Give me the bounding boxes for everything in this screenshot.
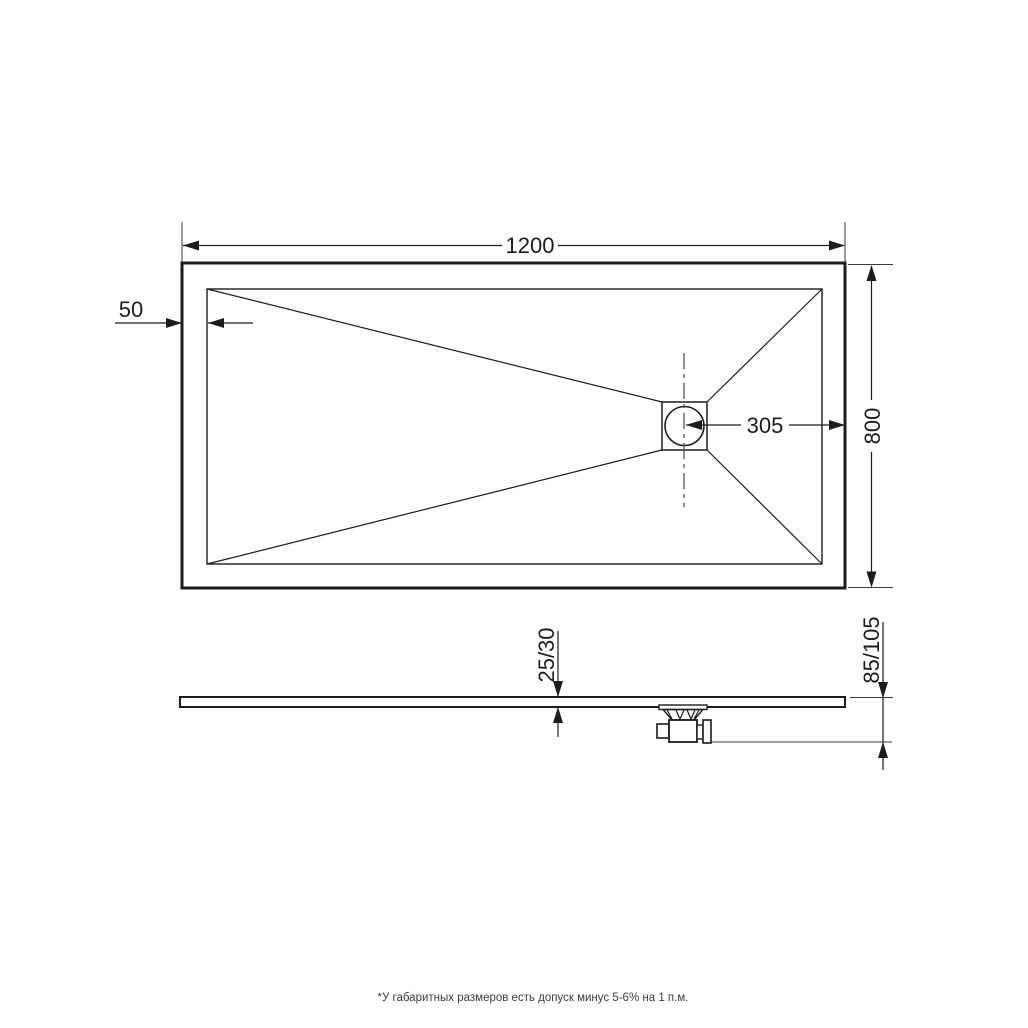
arrow-right-icon [829,420,845,430]
arrow-left-icon [183,241,199,251]
trap-rib [676,710,684,719]
side-view [180,697,893,743]
arrow-right-icon [829,241,845,251]
trap-outlet-stub [697,725,703,739]
slope-line-bottom-left [207,450,662,564]
arrow-up-icon [553,707,563,723]
trap-left-stub [657,724,669,738]
slope-line-top-right [707,289,822,402]
dim-thickness [534,627,563,737]
tolerance-note: *У габаритных размеров есть допуск минус 5-6% на 1 п.м. [377,992,689,1004]
dim-drain-position [686,413,845,438]
slope-line-top-left [207,289,662,402]
top-view [182,263,845,588]
slope-line-bottom-right [707,450,822,564]
drain-trap [657,705,711,743]
trap-outlet-plate [703,720,711,743]
drain [662,353,707,507]
tray-inner-basin [207,289,822,564]
dim-width [182,222,845,262]
trap-body [669,720,697,742]
dimension-label-drain: 305 [746,413,784,438]
arrow-down-icon [867,572,877,588]
dim-depth [848,265,893,588]
dimension-label-thickness: 25/30 [534,627,559,683]
dim-edge-offset [115,297,253,328]
tray-outer-edge [182,263,845,588]
arrow-up-icon [867,265,877,281]
tray-profile [180,697,845,707]
arrow-left-icon [686,420,702,430]
dim-total-height [859,616,888,770]
arrow-up-icon [878,742,888,758]
dimension-label-edge-offset: 50 [118,297,144,322]
trap-rib [687,710,695,719]
dimension-label-width: 1200 [505,233,555,258]
dimension-label-depth: 800 [860,407,885,445]
dimension-label-total-height: 85/105 [859,616,884,684]
arrow-right-icon [166,318,182,328]
